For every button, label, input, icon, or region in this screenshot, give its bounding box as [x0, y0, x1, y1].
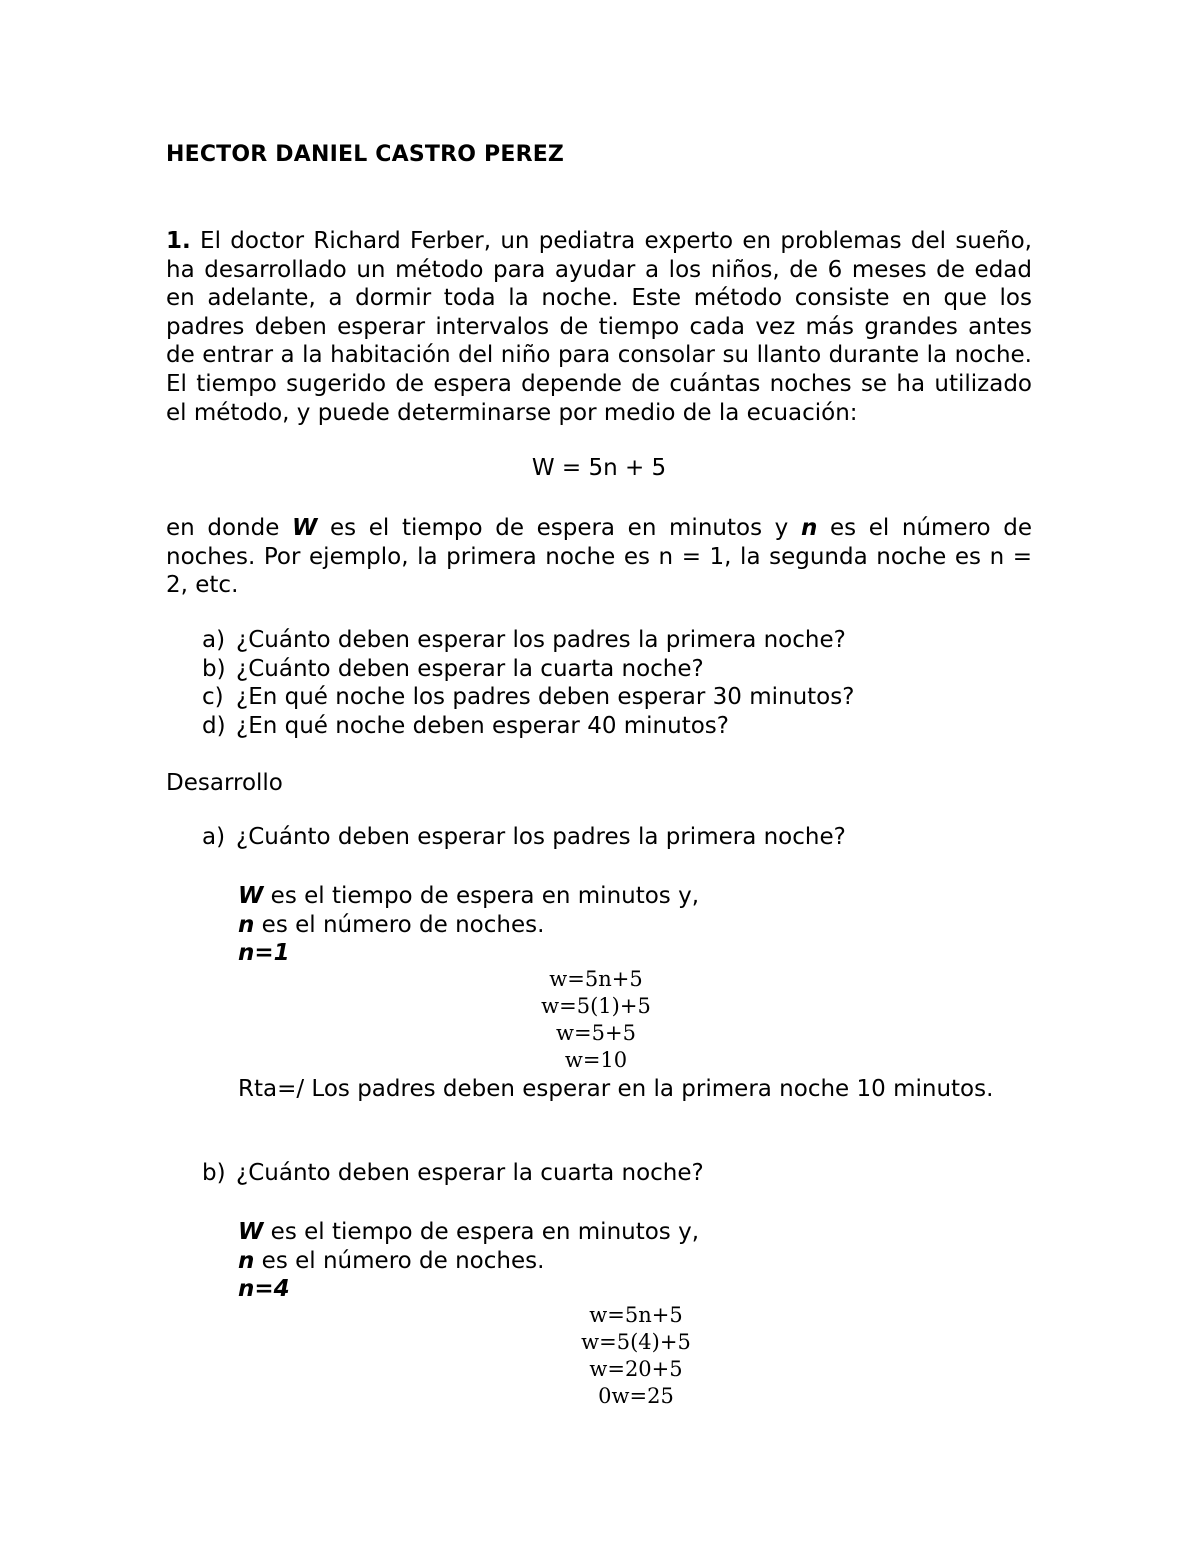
list-item: b) ¿Cuánto deben esperar la cuarta noche?	[202, 655, 704, 682]
part-b-definitions: W es el tiempo de espera en minutos y, n es el número de noches. n=4	[238, 1219, 700, 1303]
equation-step: w=5(1)+5	[541, 994, 651, 1018]
equation-step: w=5n+5	[549, 967, 643, 991]
problem-statement	[166, 227, 1032, 427]
author-name: HECTOR DANIEL CASTRO PEREZ	[166, 142, 565, 167]
equation-step: w=5(4)+5	[581, 1330, 691, 1354]
equation-step: w=20+5	[589, 1357, 683, 1381]
part-a-steps	[496, 966, 696, 1074]
part-b-steps	[536, 1302, 736, 1410]
list-item: d) ¿En qué noche deben esperar 40 minutos?	[202, 712, 729, 739]
problem-text: El doctor Richard Ferber, un pediatra experto en problemas del sueño, ha desarrollado un método para ayudar a los niños, de 6 meses de edad en adelante, a dormir toda la noche. Este método consiste en que los padres deben esperar intervalos de tiempo cada vez más grandes antes de entrar a la habitación del niño para consolar su llanto durante la noche. El tiempo sugerido de espera depende de cuántas noches se ha utilizado el método, y puede determinarse por medio de la ecuación:	[166, 228, 1032, 426]
part-a-question: a) ¿Cuánto deben esperar los padres la primera noche?	[202, 824, 846, 850]
part-a-given: n=1	[238, 940, 290, 967]
variable-w: W	[292, 515, 318, 541]
problem-number: 1.	[166, 228, 191, 254]
part-b-given: n=4	[238, 1276, 290, 1303]
part-a-answer: Rta=/ Los padres deben esperar en la primera noche 10 minutos.	[238, 1076, 994, 1102]
equation-step: w=10	[564, 1048, 628, 1072]
part-a-definitions: W es el tiempo de espera en minutos y, n es el número de noches. n=1	[238, 883, 700, 967]
part-b-question: b) ¿Cuánto deben esperar la cuarta noche?	[202, 1160, 704, 1186]
variable-n: n	[800, 515, 818, 541]
equation-step: 0w=25	[598, 1384, 674, 1408]
list-item: c) ¿En qué noche los padres deben esperar 30 minutos?	[202, 684, 855, 711]
equation-step: w=5+5	[556, 1021, 636, 1045]
question-list	[202, 626, 854, 740]
equation-step: w=5n+5	[589, 1303, 683, 1327]
equation-explanation: en donde W es el tiempo de espera en minutos y n es el número de noches. Por ejemplo, la primera noche es n = 1, la segunda noche es n = 2, etc.	[166, 515, 1032, 599]
main-equation: W = 5n + 5	[531, 455, 667, 481]
list-item: a) ¿Cuánto deben esperar los padres la primera noche?	[202, 627, 846, 653]
development-heading: Desarrollo	[166, 770, 283, 796]
